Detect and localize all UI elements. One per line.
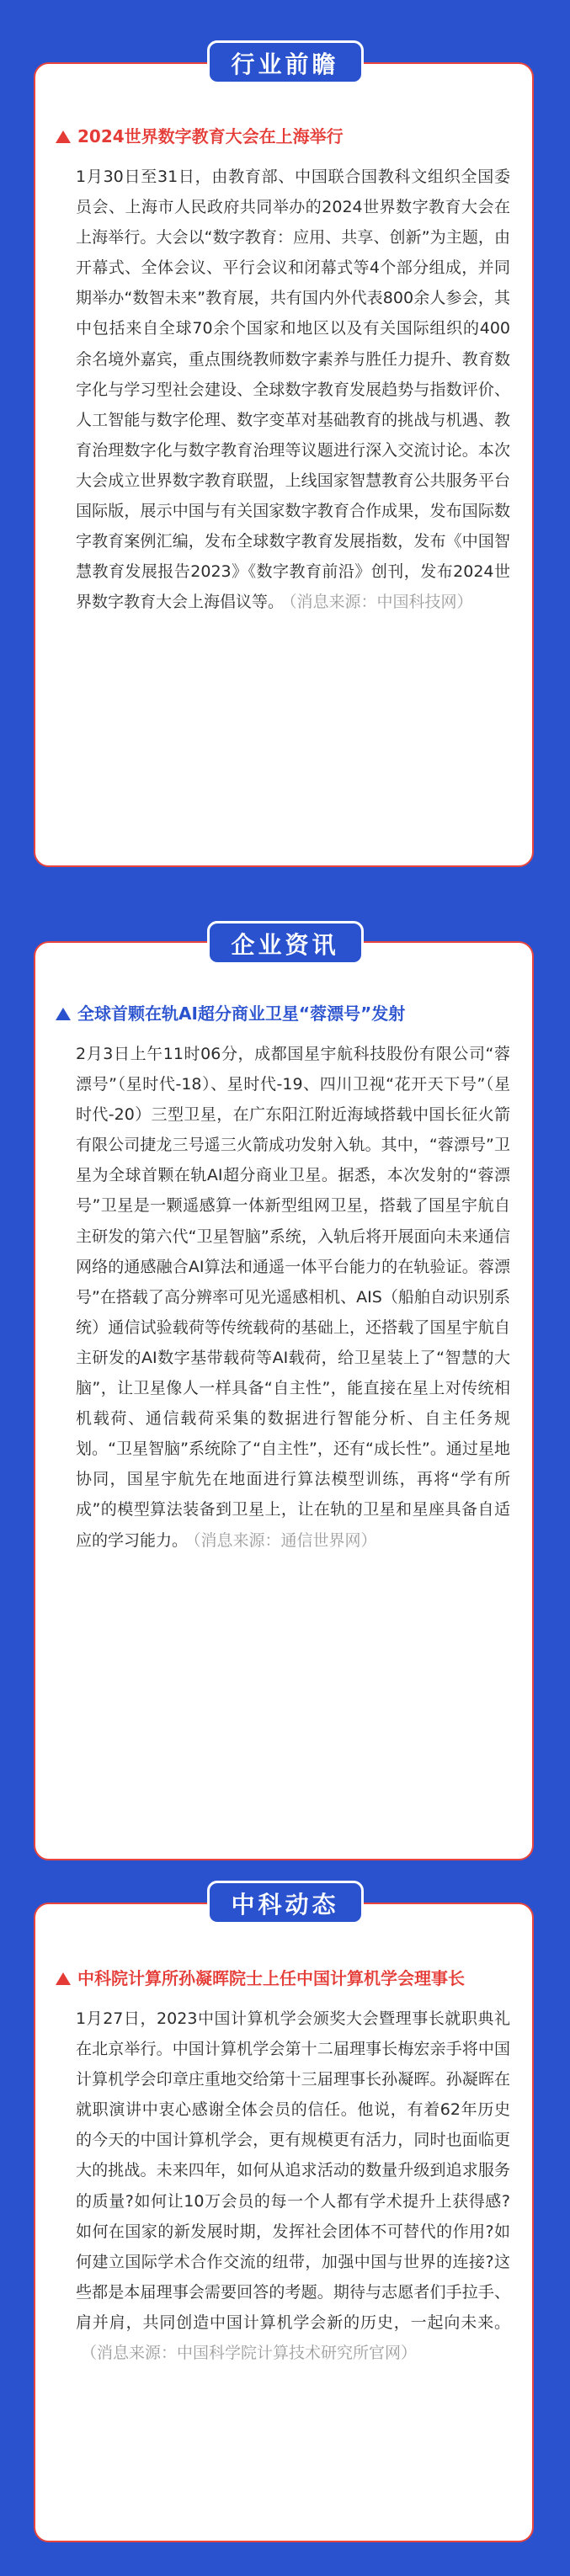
- section-headline: [56, 1968, 515, 1988]
- section-headline: [56, 1003, 515, 1024]
- headline-text: 中科院计算所孙凝晖院士上任中国计算机学会理事长: [77, 1968, 465, 1988]
- section-body: [76, 1039, 510, 1556]
- article-source: （消息来源：中国科学院计算技术研究所官网）: [81, 2344, 418, 2363]
- section-industry-outlook: [34, 62, 534, 867]
- section-headline: [56, 126, 515, 146]
- section-title-industry-outlook: 行业前瞻: [206, 40, 363, 84]
- section-title-enterprise-news: 企业资讯: [206, 921, 363, 965]
- headline-text: 2024世界数字教育大会在上海举行: [77, 126, 344, 146]
- triangle-bullet-icon: [56, 1972, 71, 1985]
- article-text: 2月3日上午11时06分，成都国星宇航科技股份有限公司“蓉漂号”（星时代-18）、星时代-19、四川卫视“花开天下号”（星时代-20）三型卫星，在广东阳江附近海域搭载中国长征火箭有限公司捷龙三号遥三火箭成功发射入轨。其中，“蓉漂号”卫星为全球首颗在轨AI超分商业卫星。据悉，本次发射的“蓉漂号”卫星是一颗遥感算一体新型组网卫星，搭载了国星宇航自主研发的第六代“卫星智脑”系统，入轨后将开展面向未来通信网络的通感融合AI算法和通遥一体平台能力的在轨验证。蓉漂号”在搭载了高分辨率可见光遥感相机、AIS（船舶自动识别系统）通信试验载荷等传统载荷的基础上，还搭载了国星宇航自主研发的AI数字基带载荷等AI载荷，给卫星装上了“智慧的大脑”，让卫星像人一样具备“自主性”，能直接在星上对传统相机载荷、通信载荷采集的数据进行智能分析、自主任务规划。“卫星智脑”系统除了“自主性”，还有“成长性”。通过星地协同，国星宇航先在地面进行算法模型训练，再将“学有所成”的模型算法装备到卫星上，让在轨的卫星和星座具备自适应的学习能力。: [76, 1045, 510, 1550]
- triangle-bullet-icon: [56, 130, 71, 143]
- article-source: （消息来源：中国科技网）: [289, 593, 473, 612]
- section-enterprise-news: [34, 941, 534, 1860]
- section-body: [76, 2004, 510, 2368]
- article-text: 1月30日至31日，由教育部、中国联合国教科文组织全国委员会、上海市人民政府共同举办的2024世界数字教育大会在上海举行。大会以“数字教育：应用、共享、创新”为主题，由开幕式、全体会议、平行会议和闭幕式等4个部分组成，并同期举办“数智未来”教育展，共有国内外代表800余人参会，其中包括来自全球70余个国家和地区以及有关国际组织的400余名境外嘉宾，重点围绕教师数字素养与胜任力提升、教育数字化与学习型社会建设、全球数字教育发展趋势与指数评价、人工智能与数字伦理、数字变革对基础教育的挑战与机遇、教育治理数字化与数字教育治理等议题进行深入交流讨论。本次大会成立世界数字教育联盟，上线国家智慧教育公共服务平台国际版，展示中国与有关国家数字教育合作成果，发布国际数字教育案例汇编，发布全球数字教育发展指数，发布《中国智慧教育发展报告2023》《数字教育前沿》创刊，发布2024世界数字教育大会上海倡议等。: [76, 168, 510, 612]
- article-text: 1月27日，2023中国计算机学会颁奖大会暨理事长就职典礼在北京举行。中国计算机学会第十二届理事长梅宏亲手将中国计算机学会印章庄重地交给第十三届理事长孙凝晖。孙凝晖在就职演讲中衷心感谢全体会员的信任。他说，有着62年历史的今天的中国计算机学会，更有规模更有活力，同时也面临更大的挑战。未来四年，如何从追求活动的数量升级到追求服务的质量?如何让10万会员的每一个人都有学术提升上获得感?如何在国家的新发展时期，发挥社会团体不可替代的作用?如何建立国际学术合作交流的纽带，加强中国与世界的连接?这些都是本届理事会需要回答的考题。期待与志愿者们手拉手、肩并肩，共同创造中国计算机学会新的历史，一起向未来。: [76, 2009, 510, 2332]
- headline-text: 全球首颗在轨AI超分商业卫星“蓉漂号”发射: [77, 1003, 406, 1024]
- article-source: （消息来源：通信世界网）: [193, 1530, 377, 1550]
- section-cas-news: [34, 1903, 534, 2542]
- section-body: [76, 162, 510, 617]
- triangle-bullet-icon: [56, 1008, 71, 1020]
- section-title-cas-news: 中科动态: [206, 1881, 363, 1924]
